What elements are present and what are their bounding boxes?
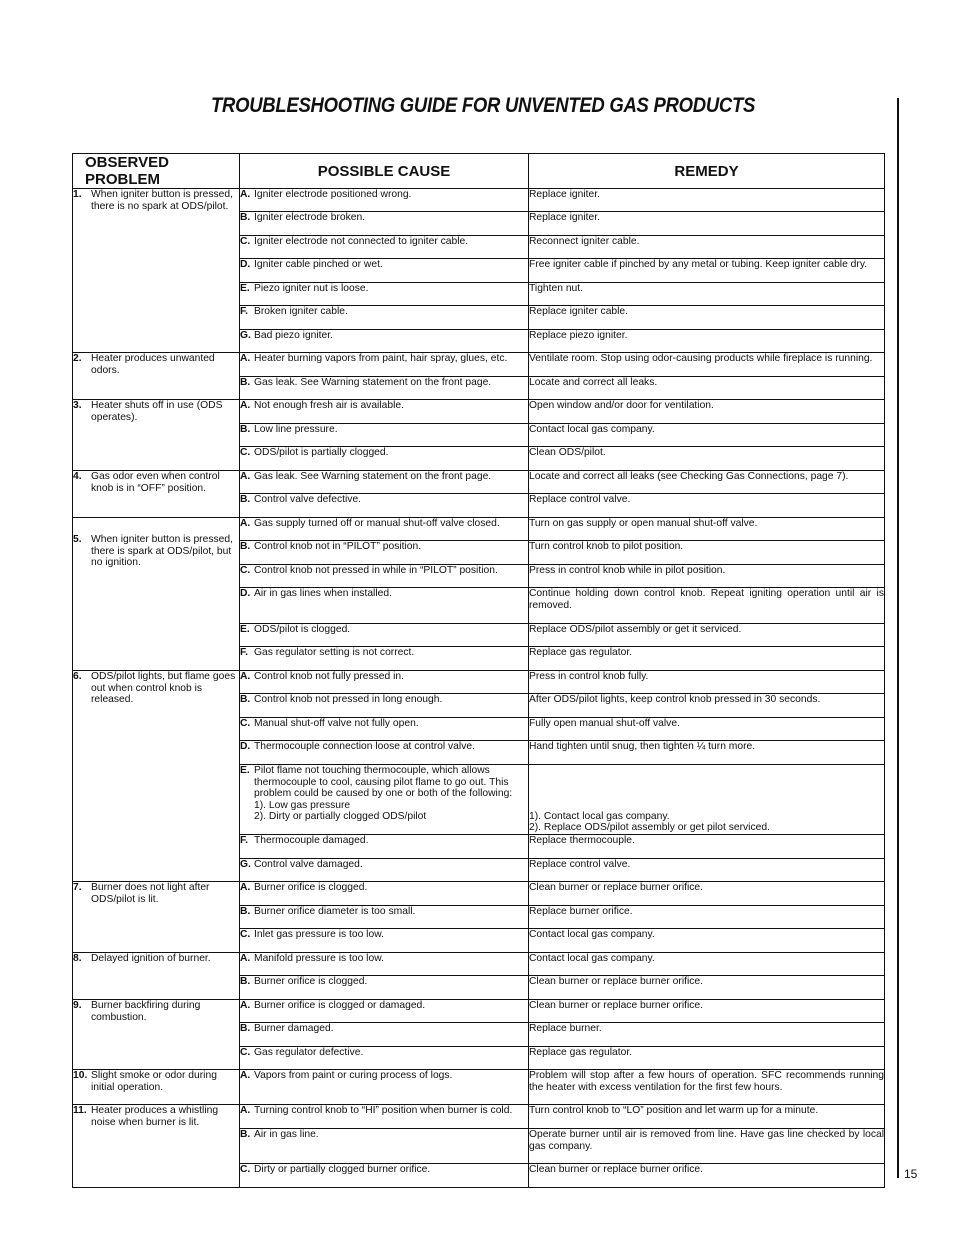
possible-cause-cell <box>240 212 529 236</box>
cause-letter: B. <box>240 541 251 552</box>
table-row <box>73 882 885 906</box>
cause-text: Piezo igniter nut is loose. <box>254 283 369 294</box>
cause-letter: B. <box>240 494 251 505</box>
problem-entry <box>73 953 239 965</box>
cause-entry <box>240 541 528 553</box>
problem-entry <box>73 189 239 212</box>
possible-cause-cell <box>240 906 529 929</box>
cause-text: Heater burning vapors from paint, hair spray, glues, etc. <box>254 353 508 364</box>
remedy-cell: Press in control knob fully. <box>529 671 885 694</box>
problem-number: 8. <box>73 953 82 964</box>
cause-entry <box>240 236 528 248</box>
possible-cause-cell <box>240 741 529 765</box>
problem-entry <box>73 400 239 423</box>
cause-entry <box>240 424 528 436</box>
cause-entry <box>240 741 528 753</box>
possible-cause-cell <box>240 1070 529 1105</box>
cause-text: ODS/pilot is partially clogged. <box>254 447 389 458</box>
cause-entry <box>240 212 528 224</box>
cause-text: Turning control knob to “HI” position when burner is cold. <box>254 1105 513 1116</box>
cause-entry <box>240 859 528 871</box>
cause-letter: E. <box>240 283 250 294</box>
problem-entry <box>73 1000 239 1023</box>
problem-text: Heater shuts off in use (ODS operates). <box>91 400 223 423</box>
cause-text: Control valve defective. <box>254 494 362 505</box>
remedy-cell: Replace piezo igniter. <box>529 330 885 353</box>
remedy-cell: Ventilate room. Stop using odor-causing products while fireplace is running. <box>529 353 885 377</box>
problem-entry <box>73 1105 239 1128</box>
cause-letter: B. <box>240 424 251 435</box>
cause-letter: B. <box>240 976 251 987</box>
remedy-cell: Turn control knob to “LO” position and let warm up for a minute. <box>529 1105 885 1129</box>
problem-entry <box>73 471 239 494</box>
cause-entry <box>240 624 528 636</box>
possible-cause-cell <box>240 189 529 212</box>
cause-text: Manifold pressure is too low. <box>254 953 384 964</box>
cause-letter: A. <box>240 400 251 411</box>
cause-letter: A. <box>240 953 251 964</box>
cause-entry <box>240 906 528 918</box>
cause-letter: A. <box>240 353 251 364</box>
header-possible-cause: POSSIBLE CAUSE <box>240 154 529 189</box>
cause-entry <box>240 718 528 730</box>
remedy-cell: Reconnect igniter cable. <box>529 236 885 259</box>
cause-letter: C. <box>240 565 251 576</box>
remedy-cell: Fully open manual shut-off valve. <box>529 718 885 741</box>
remedy-cell: Replace igniter. <box>529 189 885 212</box>
problem-text: Gas odor even when control knob is in “OFF” position. <box>91 471 220 494</box>
observed-problem-cell <box>73 1000 240 1070</box>
remedy-cell: Replace control valve. <box>529 494 885 518</box>
cause-text: Air in gas lines when installed. <box>254 588 392 599</box>
observed-problem-cell <box>73 471 240 518</box>
cause-entry <box>240 588 528 600</box>
problem-number: 6. <box>73 671 82 682</box>
remedy-cell: Clean ODS/pilot. <box>529 447 885 471</box>
cause-letter: F. <box>240 835 249 846</box>
possible-cause-cell <box>240 1164 529 1188</box>
cause-letter: D. <box>240 259 251 270</box>
cause-entry <box>240 400 528 412</box>
cause-letter: A. <box>240 671 251 682</box>
cause-text: Gas leak. See Warning statement on the front page. <box>254 471 492 482</box>
possible-cause-cell <box>240 447 529 471</box>
problem-entry <box>73 671 239 706</box>
observed-problem-cell <box>73 671 240 882</box>
problem-text: Heater produces a whistling noise when burner is lit. <box>91 1105 219 1128</box>
problem-entry <box>73 882 239 905</box>
cause-entry <box>240 306 528 318</box>
table-row <box>73 1000 885 1023</box>
remedy-cell: Hand tighten until snug, then tighten ¼ turn more. <box>529 741 885 765</box>
observed-problem-cell <box>73 882 240 953</box>
problem-number: 3. <box>73 400 82 411</box>
cause-entry <box>240 671 528 683</box>
possible-cause-cell <box>240 400 529 424</box>
cause-text: Control knob not pressed in long enough. <box>254 694 443 705</box>
cause-entry <box>240 694 528 706</box>
cause-letter: E. <box>240 624 250 635</box>
cause-letter: A. <box>240 471 251 482</box>
problem-text: Burner backfiring during combustion. <box>91 1000 201 1023</box>
possible-cause-cell <box>240 1105 529 1129</box>
remedy-cell: Contact local gas company. <box>529 424 885 447</box>
remedy-cell: Clean burner or replace burner orifice. <box>529 976 885 1000</box>
cause-letter: B. <box>240 1023 251 1034</box>
possible-cause-cell <box>240 953 529 976</box>
remedy-cell: Clean burner or replace burner orifice. <box>529 1164 885 1188</box>
cause-text: Igniter electrode positioned wrong. <box>254 189 412 200</box>
possible-cause-cell <box>240 835 529 859</box>
possible-cause-cell <box>240 424 529 447</box>
header-remedy: REMEDY <box>529 154 885 189</box>
table-row <box>73 671 885 694</box>
problem-number: 5. <box>73 534 82 545</box>
observed-problem-cell <box>73 189 240 353</box>
problem-entry <box>73 534 239 569</box>
possible-cause-cell <box>240 518 529 541</box>
cause-entry <box>240 377 528 389</box>
cause-text: Igniter electrode not connected to igniter cable. <box>254 236 469 247</box>
possible-cause-cell <box>240 259 529 283</box>
remedy-cell: Replace control valve. <box>529 859 885 882</box>
possible-cause-cell <box>240 859 529 882</box>
cause-text: Vapors from paint or curing process of logs. <box>254 1070 453 1081</box>
table-row <box>73 189 885 212</box>
remedy-cell: Clean burner or replace burner orifice. <box>529 882 885 906</box>
possible-cause-cell <box>240 882 529 906</box>
cause-entry <box>240 353 528 365</box>
table-row <box>73 400 885 424</box>
remedy-cell: Replace gas regulator. <box>529 1047 885 1070</box>
table-header-row <box>73 154 885 189</box>
cause-line: Pilot flame not touching thermocouple, which allows thermocouple to cool, causing pilot flame to go out. This problem could be caused by one or both of the following: <box>254 765 513 800</box>
remedy-cell <box>529 765 885 835</box>
problem-entry <box>73 353 239 376</box>
possible-cause-cell <box>240 671 529 694</box>
cause-entry <box>240 1105 528 1117</box>
cause-entry <box>240 447 528 459</box>
possible-cause-cell <box>240 588 529 624</box>
cause-letter: C. <box>240 1047 251 1058</box>
remedy-cell: Clean burner or replace burner orifice. <box>529 1000 885 1023</box>
cause-text: ODS/pilot is clogged. <box>254 624 351 635</box>
cause-entry <box>240 1023 528 1035</box>
cause-text: Burner orifice diameter is too small. <box>254 906 416 917</box>
problem-number: 9. <box>73 1000 82 1011</box>
remedy-cell: Tighten nut. <box>529 283 885 306</box>
observed-problem-cell <box>73 518 240 671</box>
remedy-cell: Turn on gas supply or open manual shut-off valve. <box>529 518 885 541</box>
problem-number: 7. <box>73 882 82 893</box>
cause-letter: C. <box>240 718 251 729</box>
cause-entry <box>240 1164 528 1176</box>
table-row <box>73 1070 885 1105</box>
problem-text: ODS/pilot lights, but flame goes out when control knob is released. <box>91 671 236 706</box>
cause-letter: A. <box>240 1070 251 1081</box>
cause-text: Thermocouple connection loose at control valve. <box>254 741 475 752</box>
remedy-cell: Locate and correct all leaks. <box>529 377 885 400</box>
possible-cause-cell <box>240 765 529 835</box>
possible-cause-cell <box>240 353 529 377</box>
cause-text: Bad piezo igniter. <box>254 330 333 341</box>
remedy-cell: Replace igniter. <box>529 212 885 236</box>
possible-cause-cell <box>240 330 529 353</box>
cause-text: Gas supply turned off or manual shut-off valve closed. <box>254 518 500 529</box>
cause-text: Low line pressure. <box>254 424 338 435</box>
cause-letter: F. <box>240 306 249 317</box>
cause-letter: B. <box>240 1129 251 1140</box>
cause-text <box>254 765 528 823</box>
possible-cause-cell <box>240 1129 529 1164</box>
cause-text: Broken igniter cable. <box>254 306 348 317</box>
cause-text: Gas regulator setting is not correct. <box>254 647 415 658</box>
observed-problem-cell <box>73 953 240 1000</box>
cause-text: Gas regulator defective. <box>254 1047 364 1058</box>
table-row <box>73 1105 885 1129</box>
cause-entry <box>240 929 528 941</box>
cause-letter: A. <box>240 189 251 200</box>
cause-entry <box>240 765 528 823</box>
remedy-cell: Continue holding down control knob. Repeat igniting operation until air is removed. <box>529 588 885 624</box>
table-row <box>73 471 885 494</box>
problem-text: Heater produces unwanted odors. <box>91 353 215 376</box>
cause-letter: C. <box>240 236 251 247</box>
cause-letter: E. <box>240 765 250 776</box>
problem-text: Slight smoke or odor during initial operation. <box>91 1070 217 1093</box>
table-row <box>73 353 885 377</box>
remedy-line: 1). Contact local gas company. <box>529 810 670 822</box>
cause-entry <box>240 647 528 659</box>
page-title: TROUBLESHOOTING GUIDE FOR UNVENTED GAS PRODUCTS <box>211 94 756 117</box>
cause-letter: F. <box>240 647 249 658</box>
problem-number: 4. <box>73 471 82 482</box>
possible-cause-cell <box>240 306 529 330</box>
cause-entry <box>240 283 528 295</box>
problem-text: When igniter button is pressed, there is spark at ODS/pilot, but no ignition. <box>91 534 233 569</box>
problem-text: Burner does not light after ODS/pilot is lit. <box>91 882 210 905</box>
observed-problem-cell <box>73 353 240 400</box>
remedy-cell: Contact local gas company. <box>529 929 885 953</box>
cause-text: Thermocouple damaged. <box>254 835 369 846</box>
cause-entry <box>240 1129 528 1141</box>
cause-entry <box>240 953 528 965</box>
possible-cause-cell <box>240 694 529 718</box>
possible-cause-cell <box>240 377 529 400</box>
cause-letter: B. <box>240 377 251 388</box>
remedy-cell: Operate burner until air is removed from line. Have gas line checked by local gas company. <box>529 1129 885 1164</box>
cause-line: 2). Dirty or partially clogged ODS/pilot <box>254 811 427 823</box>
remedy-cell: Replace igniter cable. <box>529 306 885 330</box>
cause-text: Control knob not fully pressed in. <box>254 671 404 682</box>
cause-entry <box>240 976 528 988</box>
cause-entry <box>240 518 528 530</box>
cause-letter: G. <box>240 859 251 870</box>
problem-entry <box>73 1070 239 1093</box>
table-body <box>73 189 885 1188</box>
remedy-cell: Locate and correct all leaks (see Checking Gas Connections, page 7). <box>529 471 885 494</box>
troubleshooting-table <box>72 153 885 1188</box>
possible-cause-cell <box>240 1023 529 1047</box>
remedy-cell: Replace gas regulator. <box>529 647 885 671</box>
cause-text: Air in gas line. <box>254 1129 319 1140</box>
possible-cause-cell <box>240 471 529 494</box>
problem-number: 2. <box>73 353 82 364</box>
cause-letter: D. <box>240 588 251 599</box>
observed-problem-cell <box>73 1105 240 1188</box>
cause-entry <box>240 565 528 577</box>
cause-text: Control knob not pressed in while in “PILOT” position. <box>254 565 498 576</box>
remedy-line: 2). Replace ODS/pilot assembly or get pilot serviced. <box>529 822 770 834</box>
cause-letter: A. <box>240 882 251 893</box>
possible-cause-cell <box>240 1000 529 1023</box>
cause-entry <box>240 494 528 506</box>
cause-letter: A. <box>240 1000 251 1011</box>
possible-cause-cell <box>240 624 529 647</box>
cause-text: Gas leak. See Warning statement on the front page. <box>254 377 492 388</box>
remedy-cell: Turn control knob to pilot position. <box>529 541 885 565</box>
cause-letter: B. <box>240 212 251 223</box>
cause-entry <box>240 330 528 342</box>
cause-text: Control knob not in “PILOT” position. <box>254 541 422 552</box>
cause-letter: C. <box>240 447 251 458</box>
remedy-cell: Open window and/or door for ventilation. <box>529 400 885 424</box>
cause-text: Control valve damaged. <box>254 859 363 870</box>
possible-cause-cell <box>240 647 529 671</box>
observed-problem-cell <box>73 400 240 471</box>
cause-text: Dirty or partially clogged burner orifice. <box>254 1164 431 1175</box>
problem-number: 1. <box>73 189 82 200</box>
header-observed-problem: OBSERVED PROBLEM <box>73 154 240 189</box>
cause-letter: B. <box>240 694 251 705</box>
table-row <box>73 518 885 541</box>
cause-text: Not enough fresh air is available. <box>254 400 404 411</box>
possible-cause-cell <box>240 929 529 953</box>
cause-entry <box>240 189 528 201</box>
page-edge-rule <box>897 98 899 1178</box>
remedy-cell: Press in control knob while in pilot position. <box>529 565 885 588</box>
remedy-cell: Replace burner. <box>529 1023 885 1047</box>
problem-number: 10. <box>73 1070 88 1081</box>
cause-letter: A. <box>240 1105 251 1116</box>
cause-letter: D. <box>240 741 251 752</box>
cause-letter: B. <box>240 906 251 917</box>
remedy-cell: Problem will stop after a few hours of operation. SFC recommends running the heater with excess ventilation for the first few hours. <box>529 1070 885 1105</box>
observed-problem-cell <box>73 1070 240 1105</box>
cause-text: Burner orifice is clogged. <box>254 882 368 893</box>
problem-number: 11. <box>73 1105 87 1116</box>
cause-entry <box>240 882 528 894</box>
possible-cause-cell <box>240 976 529 1000</box>
cause-text: Burner orifice is clogged or damaged. <box>254 1000 426 1011</box>
cause-entry <box>240 1000 528 1012</box>
problem-text: Delayed ignition of burner. <box>91 953 211 964</box>
cause-letter: A. <box>240 518 251 529</box>
cause-entry <box>240 471 528 483</box>
problem-text: When igniter button is pressed, there is no spark at ODS/pilot. <box>91 189 233 212</box>
cause-entry <box>240 835 528 847</box>
cause-text: Burner orifice is clogged. <box>254 976 368 987</box>
remedy-cell: Replace thermocouple. <box>529 835 885 859</box>
remedy-cell: After ODS/pilot lights, keep control knob pressed in 30 seconds. <box>529 694 885 718</box>
cause-entry <box>240 1047 528 1059</box>
remedy-cell: Replace burner orifice. <box>529 906 885 929</box>
cause-letter: G. <box>240 330 251 341</box>
possible-cause-cell <box>240 541 529 565</box>
possible-cause-cell <box>240 1047 529 1070</box>
possible-cause-cell <box>240 236 529 259</box>
cause-entry <box>240 259 528 271</box>
page-number: 15 <box>904 1167 918 1181</box>
possible-cause-cell <box>240 565 529 588</box>
cause-letter: C. <box>240 929 251 940</box>
possible-cause-cell <box>240 283 529 306</box>
remedy-cell: Replace ODS/pilot assembly or get it serviced. <box>529 624 885 647</box>
cause-text: Igniter electrode broken. <box>254 212 366 223</box>
cause-text: Burner damaged. <box>254 1023 334 1034</box>
remedy-cell: Free igniter cable if pinched by any metal or tubing. Keep igniter cable dry. <box>529 259 885 283</box>
cause-text: Igniter cable pinched or wet. <box>254 259 383 270</box>
cause-line: 1). Low gas pressure <box>254 799 351 811</box>
table-row <box>73 953 885 976</box>
cause-entry <box>240 1070 528 1082</box>
possible-cause-cell <box>240 494 529 518</box>
cause-text: Inlet gas pressure is too low. <box>254 929 384 940</box>
cause-letter: C. <box>240 1164 251 1175</box>
cause-text: Manual shut-off valve not fully open. <box>254 718 419 729</box>
possible-cause-cell <box>240 718 529 741</box>
remedy-cell: Contact local gas company. <box>529 953 885 976</box>
